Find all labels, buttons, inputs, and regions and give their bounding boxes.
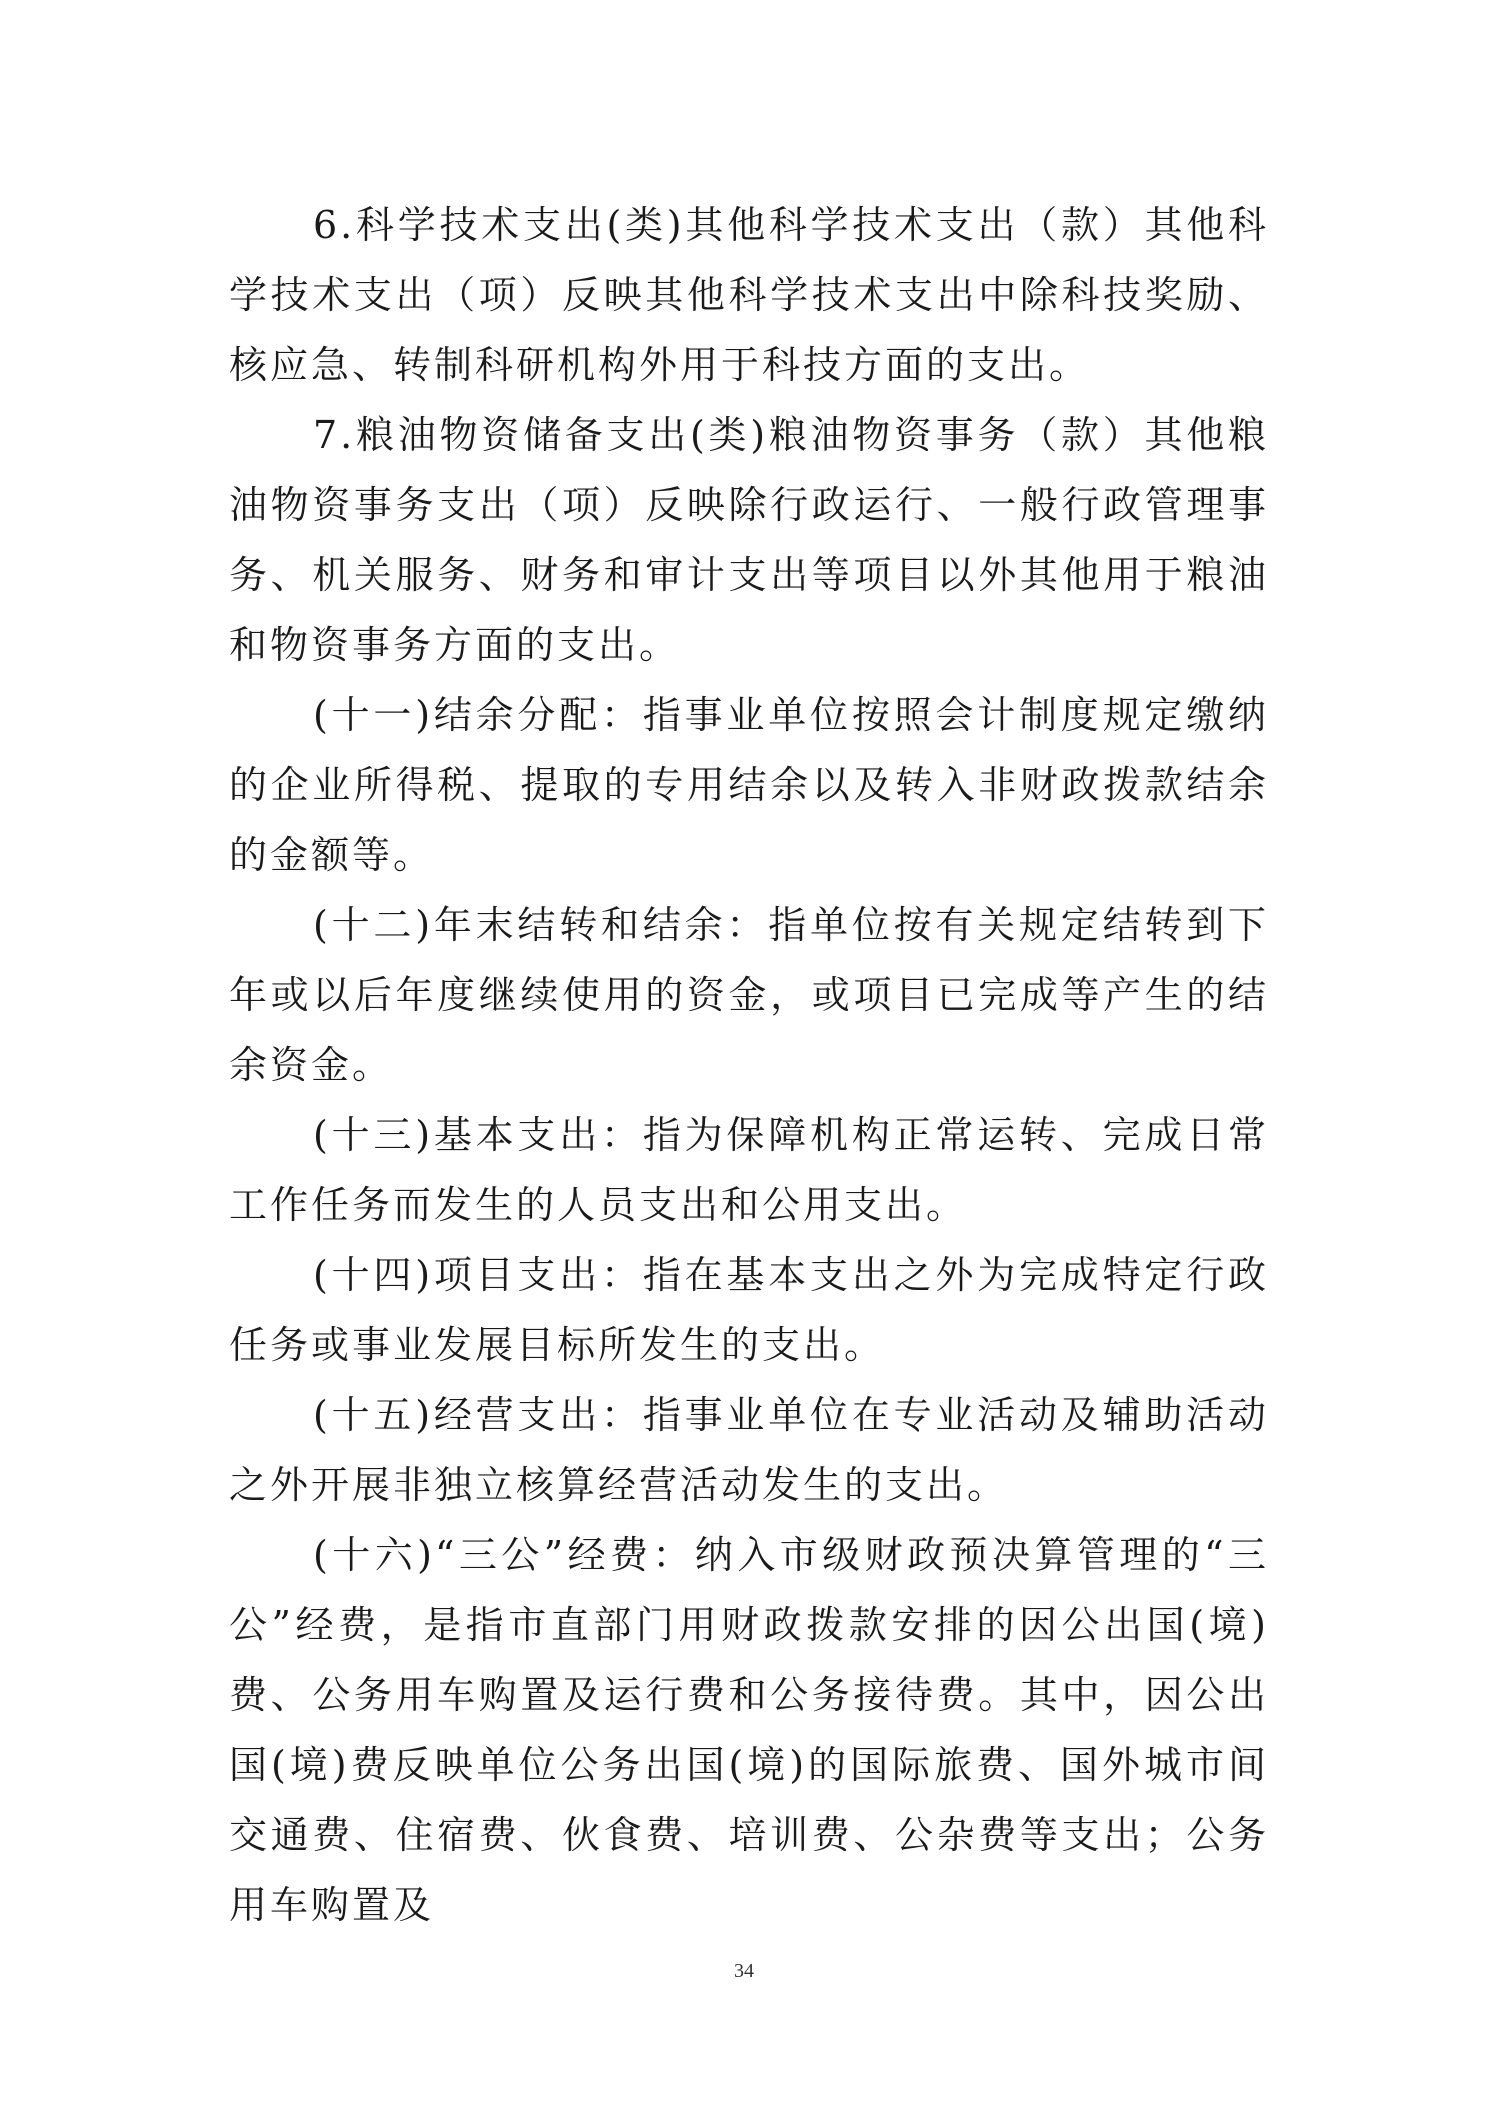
page-number: 34 xyxy=(734,1960,754,1982)
paragraph-surplus-distribution: (十一)结余分配：指事业单位按照会计制度规定缴纳的企业所得税、提取的专用结余以及转入非财政拨款结余的金额等。 xyxy=(229,693,1269,877)
paragraph-operating-expenditure: (十五)经营支出：指事业单位在专业活动及辅助活动之外开展非独立核算经营活动发生的支出。 xyxy=(229,1393,1269,1507)
body-text xyxy=(229,190,1269,1940)
paragraph-project-expenditure: (十四)项目支出：指在基本支出之外为完成特定行政任务或事业发展目标所发生的支出。 xyxy=(229,1253,1269,1367)
paragraph-basic-expenditure: (十三)基本支出：指为保障机构正常运转、完成日常工作任务而发生的人员支出和公用支出。 xyxy=(229,1113,1269,1227)
paragraph-three-public-expenses: (十六)“三公”经费：纳入市级财政预决算管理的“三公”经费，是指市直部门用财政拨款安排的因公出国(境)费、公务用车购置及运行费和公务接待费。其中，因公出国(境)费反映单位公务出国(境)的国际旅费、国外城市间交通费、住宿费、伙食费、培训费、公杂费等支出；公务用车购置及 xyxy=(229,1533,1269,1927)
paragraph-year-end-carryover: (十二)年末结转和结余：指单位按有关规定结转到下年或以后年度继续使用的资金，或项目已完成等产生的结余资金。 xyxy=(229,903,1269,1087)
paragraph-science-tech-expenditure: 6.科学技术支出(类)其他科学技术支出（款）其他科学技术支出（项）反映其他科学技术支出中除科技奖励、核应急、转制科研机构外用于科技方面的支出。 xyxy=(229,203,1269,387)
paragraph-grain-oil-reserve-expenditure: 7.粮油物资储备支出(类)粮油物资事务（款）其他粮油物资事务支出（项）反映除行政运行、一般行政管理事务、机关服务、财务和审计支出等项目以外其他用于粮油和物资事务方面的支出。 xyxy=(229,413,1269,667)
